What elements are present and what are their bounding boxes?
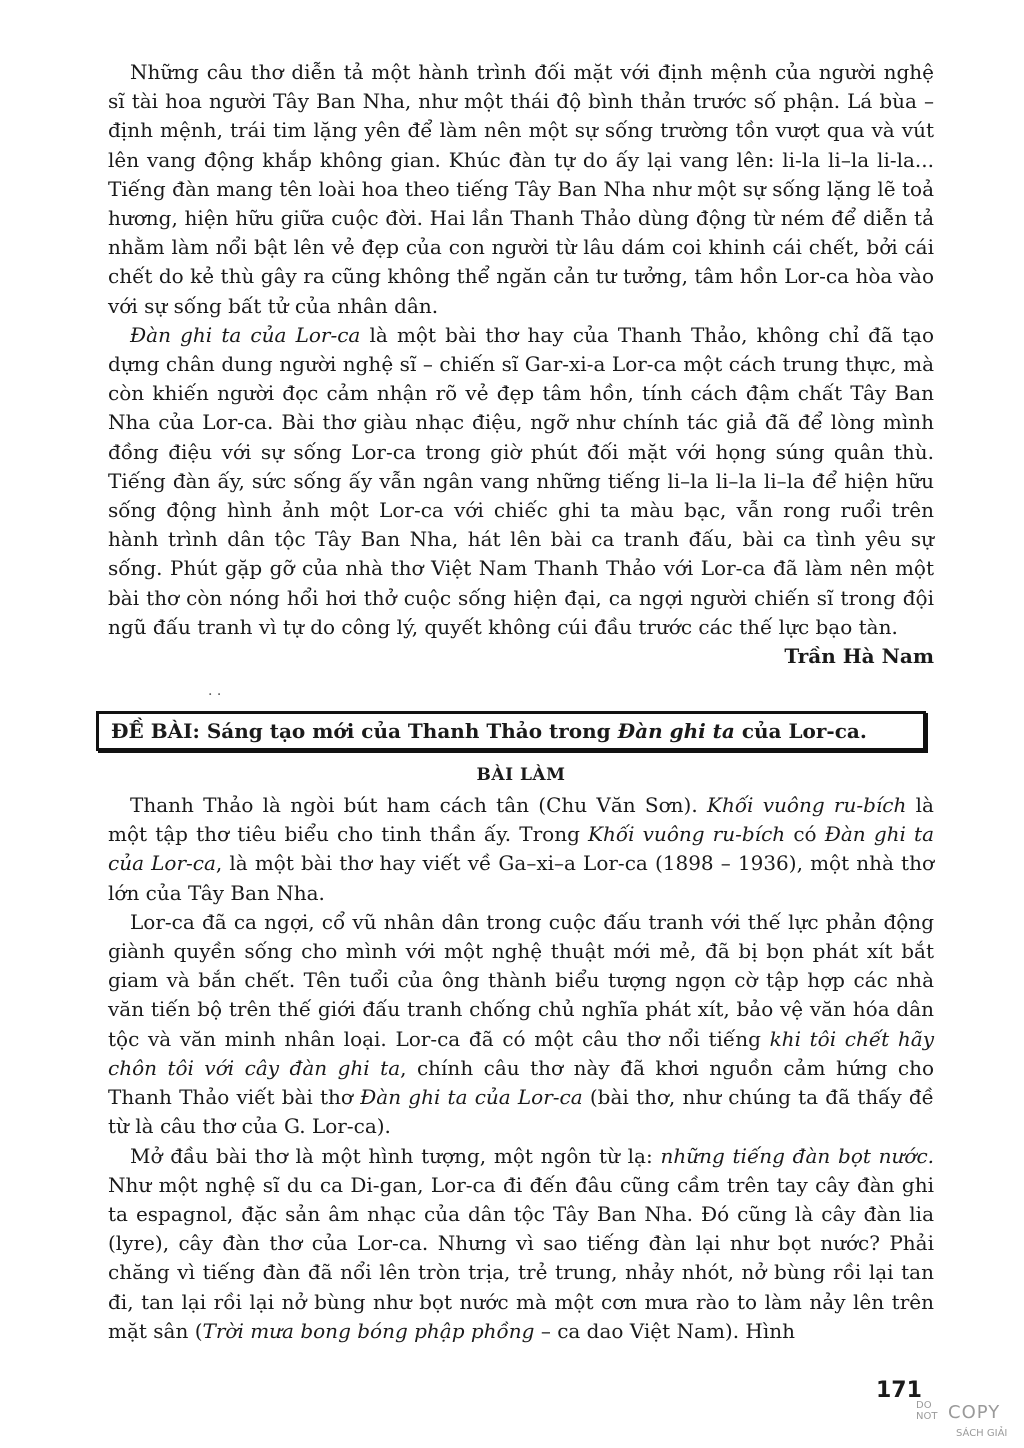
stamp-line-2: NOT bbox=[916, 1411, 938, 1422]
text-run: , là một bài thơ hay viết về Ga–xi–a Lor-ca (1898 – 1936), một nhà thơ lớn của Tây Ban Nha. bbox=[108, 851, 934, 905]
divider-space bbox=[108, 671, 934, 711]
page-content bbox=[108, 58, 934, 1346]
stamp-brand: SÁCH GIẢI bbox=[956, 1428, 1008, 1439]
stamp-copy: COPY bbox=[948, 1402, 1001, 1423]
essay-heading: BÀI LÀM bbox=[476, 765, 566, 786]
italic-run: Khối vuông ru-bích bbox=[588, 822, 786, 847]
stray-dots: · · bbox=[208, 687, 222, 704]
text-run: Mở đầu bài thơ là một hình tượng, một ngôn từ lạ: bbox=[130, 1143, 661, 1168]
italic-run: Khối vuông ru-bích bbox=[707, 793, 907, 818]
text-run: Như một nghệ sĩ du ca Di-gan, Lor-ca đi đến đâu cũng cầm trên tay cây đàn ghi ta espagnol, đặc sản âm nhạc của dân tộc Tây Ban Nha. Đó cũng là cây đàn lia (lyre), cây đàn thơ của Lor-ca. Nhưng vì sao tiếng đàn lại như bọt nước? Phải chăng vì tiếng đàn đã nổi lên tròn trịa, trẻ trung, nhảy nhót, nở bùng rồi lại tan đi, tan lại rồi lại nở bùng như bọt nước mà một cơn mưa rào to làm nảy lên trên mặt sân ( bbox=[108, 1172, 934, 1343]
text-run: Thanh Thảo là ngòi bút ham cách tân (Chu Văn Sơn). bbox=[130, 793, 707, 818]
text-run: là một tập thơ tiêu biểu cho tinh thần ấy. Trong bbox=[108, 793, 934, 847]
italic-run: Đàn ghi ta của Lor-ca bbox=[108, 822, 934, 876]
essay-paragraph-2 bbox=[108, 908, 934, 1142]
poem-title-italic: Đàn ghi ta của Lor-ca bbox=[130, 322, 361, 347]
italic-run: Trời mưa bong bóng phập phồng bbox=[202, 1318, 535, 1343]
essay-paragraph-3 bbox=[108, 1142, 934, 1346]
watermark-stamp bbox=[910, 1400, 1010, 1442]
topic-italic: Đàn ghi ta bbox=[617, 719, 735, 744]
text-run: (bài thơ, như chúng ta đã thấy đề từ là câu thơ của G. Lor-ca). bbox=[108, 1085, 934, 1139]
page-number: 171 bbox=[876, 1378, 922, 1403]
text-run: , chính câu thơ này đã khơi nguồn cảm hứng cho Thanh Thảo viết bài thơ bbox=[108, 1055, 935, 1110]
essay-topic-box bbox=[96, 711, 926, 751]
text-run: – ca dao Việt Nam). Hình bbox=[534, 1318, 796, 1343]
text-run: Lor-ca đã ca ngợi, cổ vũ nhân dân trong cuộc đấu tranh với thế lực phản động giành quyền sống cho mình với một nghệ thuật mới mẻ, đã bị bọn phát xít bắt giam và bắn chết. Tên tuổi của ông thành biểu tượng ngọn cờ tập hợp các nhà văn tiến bộ trên thế giới đấu tranh chống chủ nghĩa phát xít, bảo vệ văn hóa dân tộc và văn minh nhân loại. Lor-ca đã có một câu thơ nổi tiếng bbox=[108, 909, 934, 1051]
text-run: có bbox=[785, 822, 825, 847]
italic-run: khi tôi chết hãy chôn tôi với cây đàn ghi ta bbox=[108, 1026, 934, 1080]
essay-paragraph-1 bbox=[108, 791, 934, 908]
stamp-line-1: DO bbox=[916, 1400, 932, 1411]
paragraph-1: Những câu thơ diễn tả một hành trình đối mặt với định mệnh của người nghệ sĩ tài hoa người Tây Ban Nha, như một thái độ bình thản trước số phận. Lá bùa – định mệnh, trái tim lặng yên để làm nên một sự sống trường tồn vượt qua và vút lên vang động khắp không gian. Khúc đàn tự do ấy lại vang lên: li-la li–la li-la... Tiếng đàn mang tên loài hoa theo tiếng Tây Ban Nha như một sự sống lặng lẽ toả hương, hiện hữu giữa cuộc đời. Hai lần Thanh Thảo dùng động từ ném để diễn tả nhằm làm nổi bật lên vẻ đẹp của con người từ lâu dám coi khinh cái chết, bởi cái chết do kẻ thù gây ra cũng không thể ngăn cản tư tưởng, tâm hồn Lor-ca hòa vào với sự sống bất tử của nhân dân. bbox=[108, 60, 934, 318]
italic-run: Đàn ghi ta của Lor-ca bbox=[360, 1085, 583, 1110]
italic-run: những tiếng đàn bọt nước. bbox=[660, 1143, 935, 1168]
topic-label: ĐỀ BÀI: bbox=[111, 719, 200, 744]
paragraph-2 bbox=[108, 321, 934, 642]
stamp-do-not bbox=[916, 1400, 937, 1422]
author-signature: Trần Hà Nam bbox=[784, 644, 934, 669]
paragraph-2-text: là một bài thơ hay của Thanh Thảo, không chỉ đã tạo dựng chân dung người nghệ sĩ – chiến sĩ Gar-xi-a Lor-ca một cách trung thực, mà còn khiến người đọc cảm nhận rõ vẻ đẹp tâm hồn, tính cách đậm chất Tây Ban Nha của Lor-ca. Bài thơ giàu nhạc điệu, ngỡ như chính tác giả đã để lòng mình đồng điệu với sự sống Lor-ca trong giờ phút đối mặt với họng súng quân thù. Tiếng đàn ấy, sức sống ấy vẫn ngân vang những tiếng li–la li–la li–la để hiện hữu sống động hình ảnh một Lor-ca với chiếc ghi ta màu bạc, vẫn rong ruổi trên hành trình dân tộc Tây Ban Nha, hát lên bài ca tranh đấu, bài ca tình yêu sự sống. Phút gặp gỡ của nhà thơ Việt Nam Thanh Thảo với Lor-ca đã làm nên một bài thơ còn nóng hổi hơi thở cuộc sống hiện đại, ca ngợi người chiến sĩ trong đội ngũ đấu tranh vì tự do công lý, quyết không cúi đầu trước các thế lực bạo tàn. bbox=[108, 322, 934, 639]
topic-text-b: của Lor-ca. bbox=[734, 719, 867, 744]
topic-text-a: Sáng tạo mới của Thanh Thảo trong bbox=[199, 719, 618, 744]
